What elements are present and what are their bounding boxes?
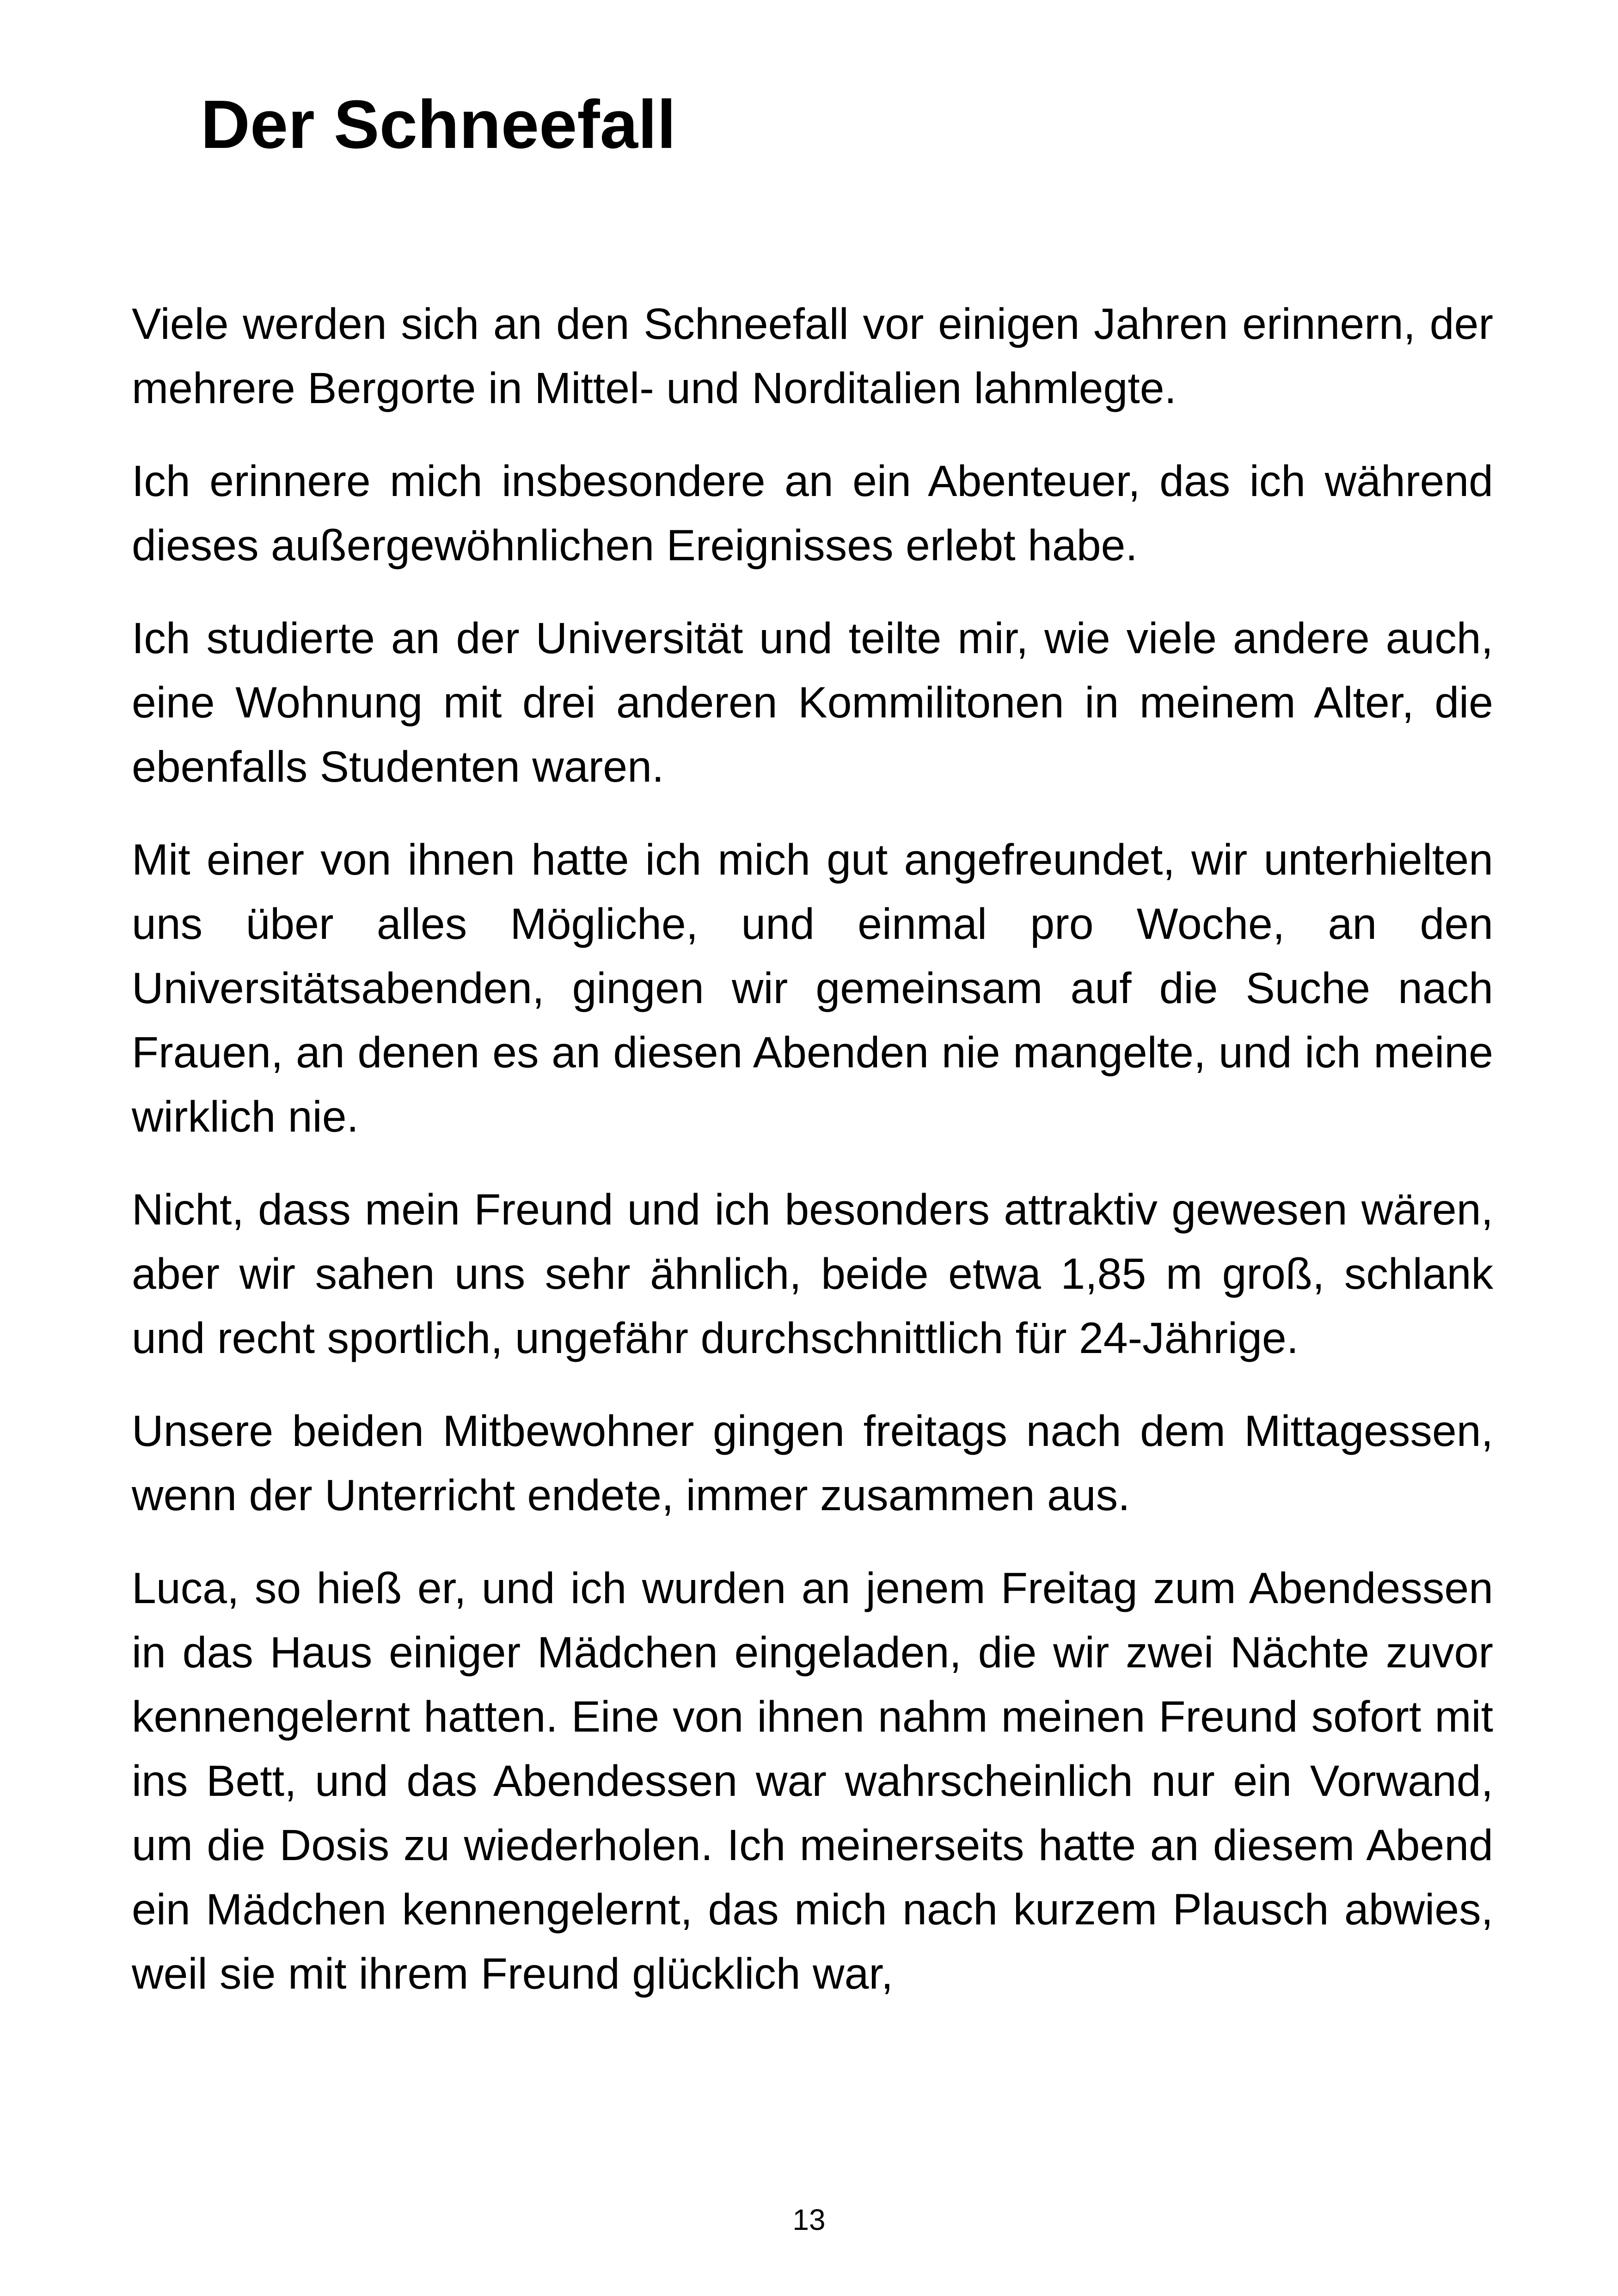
body-text [132, 292, 1493, 2006]
paragraph: Nicht, dass mein Freund und ich besonders attraktiv gewesen wären, aber wir sahen uns sehr ähnlich, beide etwa 1,85 m groß, schlank und recht sportlich, ungefähr durchschnittlich für 24-Jährige. [132, 1185, 1493, 1363]
page-number: 13 [792, 2203, 826, 2236]
paragraph: Unsere beiden Mitbewohner gingen freitags nach dem Mittagessen, wenn der Unterricht endete, immer zusammen aus. [132, 1407, 1493, 1520]
paragraph: Mit einer von ihnen hatte ich mich gut angefreundet, wir unterhielten uns über alles Mögliche, und einmal pro Woche, an den Universitätsabenden, gingen wir gemeinsam auf die Suche nach Frauen, an denen es an diesen Abenden nie mangelte, und ich meine wirklich nie. [132, 835, 1493, 1141]
paragraph: Viele werden sich an den Schneefall vor einigen Jahren erinnern, der mehrere Bergorte in Mittel- und Norditalien lahmlegte. [132, 300, 1493, 413]
paragraph: Ich studierte an der Universität und teilte mir, wie viele andere auch, eine Wohnung mit drei anderen Kommilitonen in meinem Alter, die ebenfalls Studenten waren. [132, 614, 1493, 791]
paragraph: Ich erinnere mich insbesondere an ein Abenteuer, das ich während dieses außergewöhnlichen Ereignisses erlebt habe. [132, 457, 1493, 570]
chapter-title: Der Schneefall [201, 86, 676, 163]
paragraph: Luca, so hieß er, und ich wurden an jenem Freitag zum Abendessen in das Haus einiger Mädchen eingeladen, die wir zwei Nächte zuvor kennengelernt hatten. Eine von ihnen nahm meinen Freund sofort mit ins Bett, und das Abendessen war wahrscheinlich nur ein Vorwand, um die Dosis zu wiederholen. Ich meinerseits hatte an diesem Abend ein Mädchen kennengelernt, das mich nach kurzem Plausch abwies, weil sie mit ihrem Freund glücklich war, [132, 1564, 1493, 1998]
